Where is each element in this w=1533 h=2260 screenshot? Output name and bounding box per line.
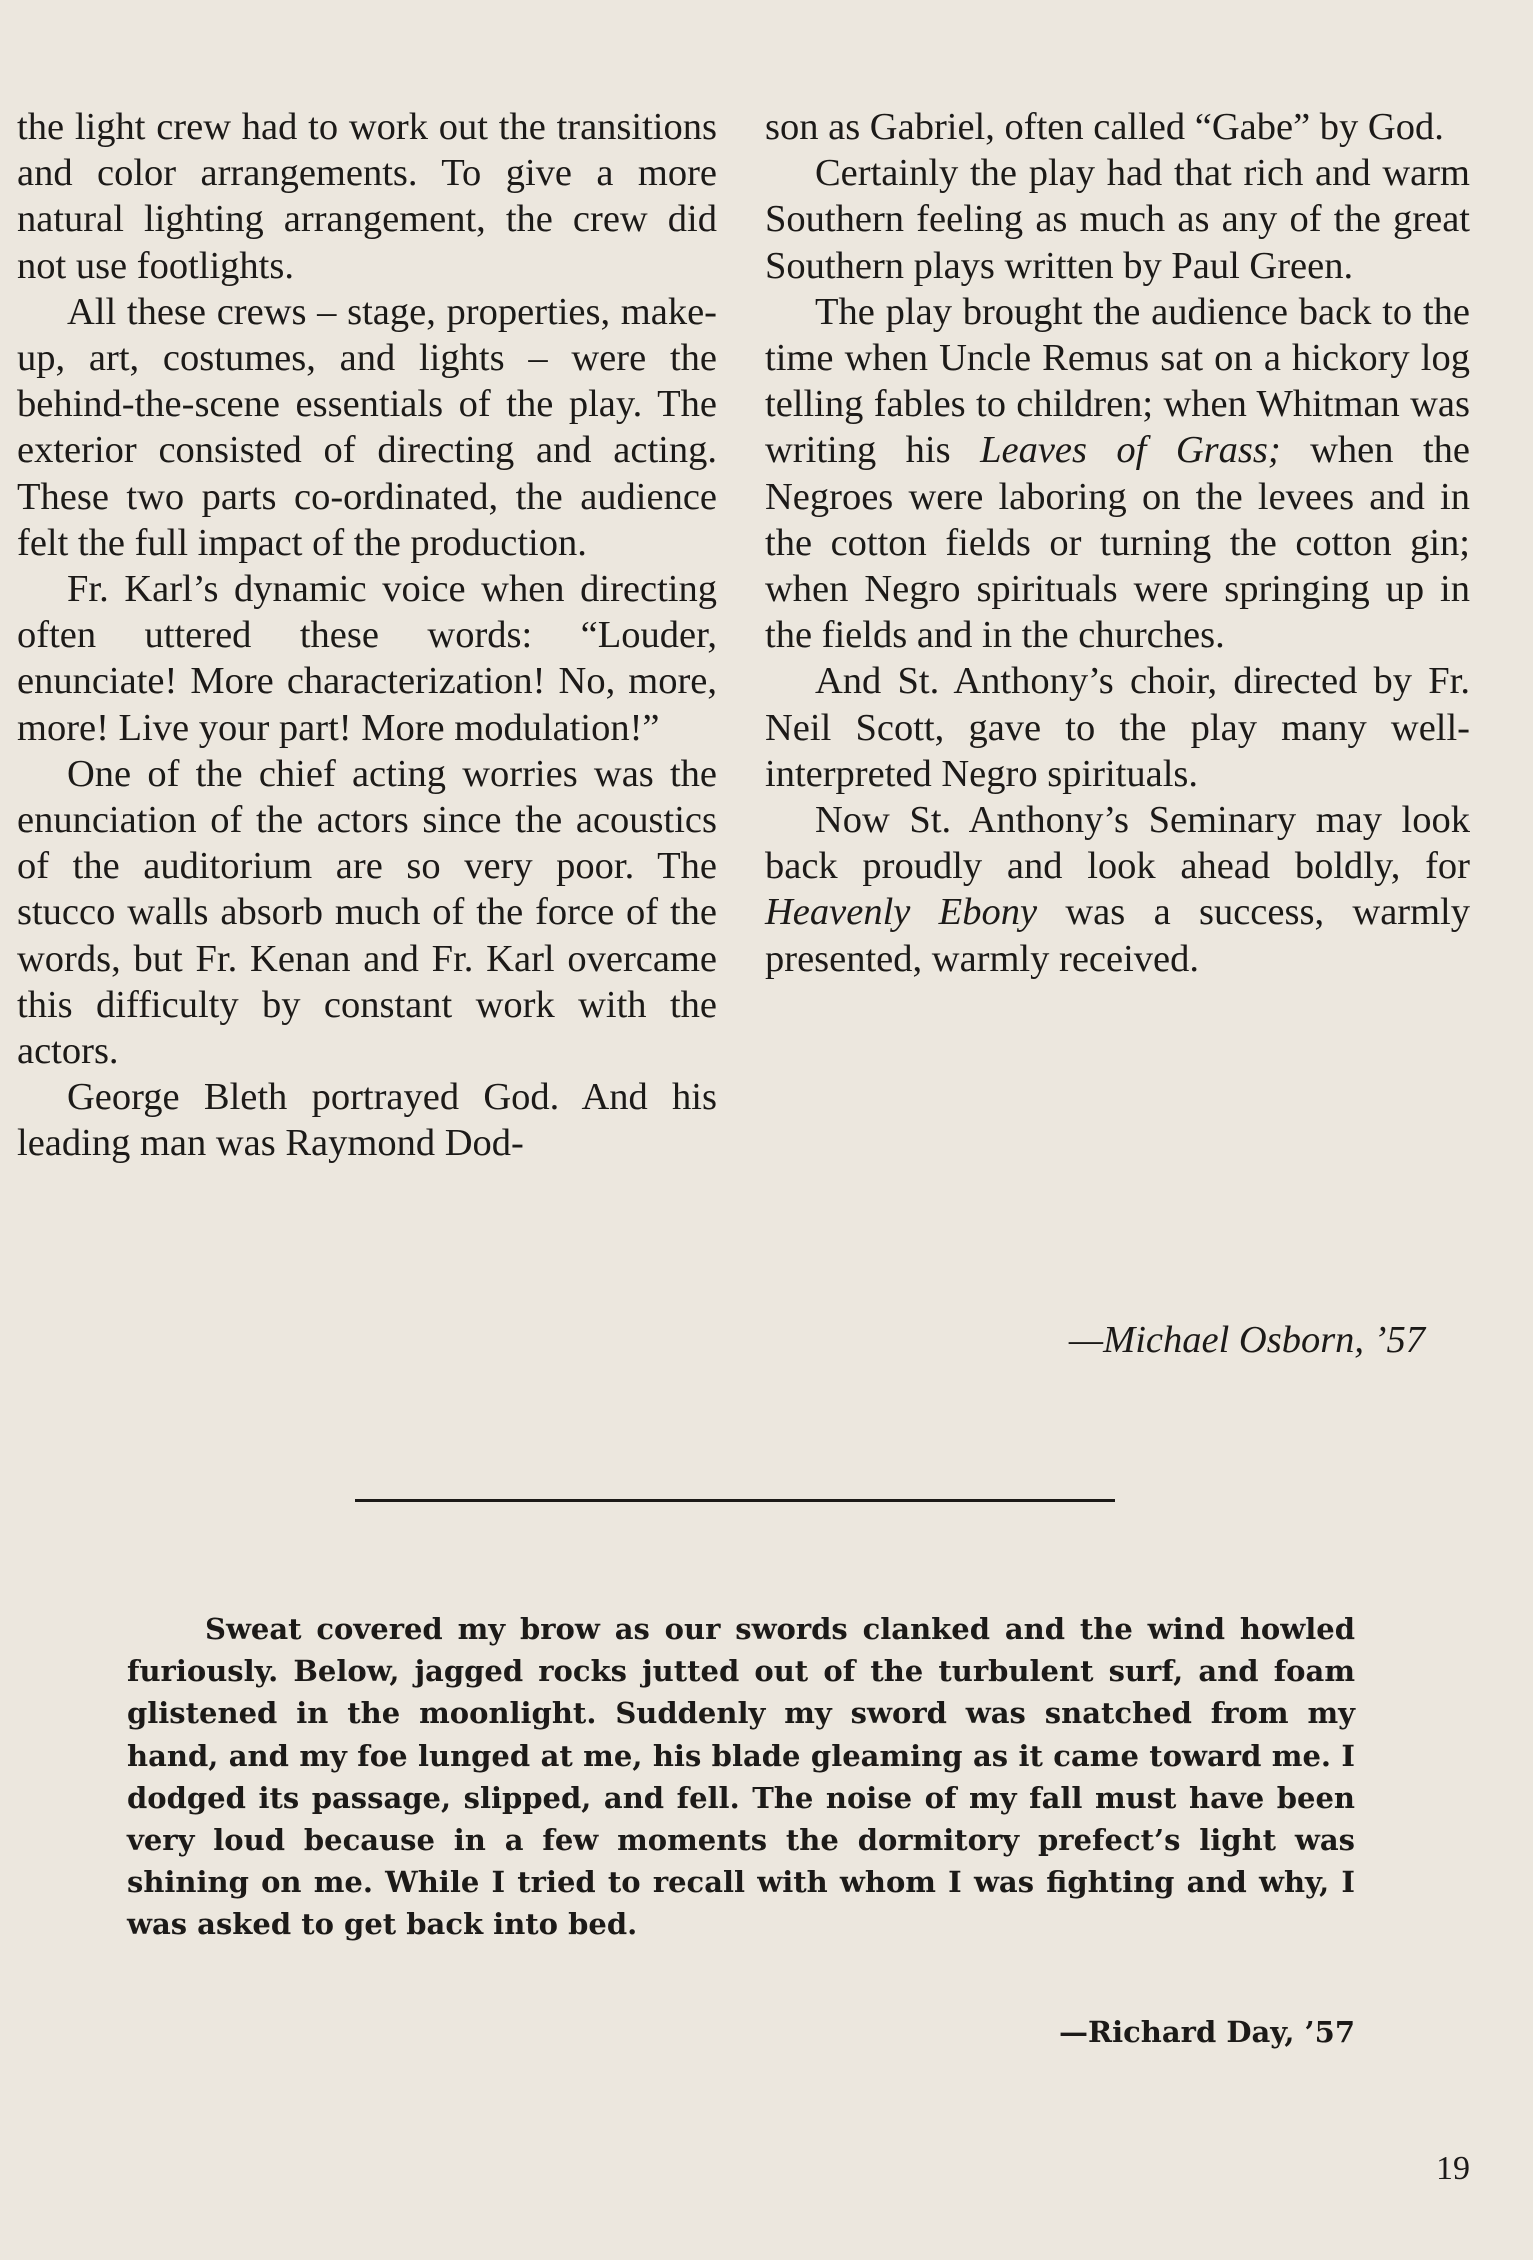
paragraph: All these crews – stage, properties, make-up, art, costumes, and lights – were the behind-the-scene essentials of the play. The exterior consisted of directing and acting. These two parts co-ordinated, the audience felt the full impact of the production. bbox=[17, 290, 717, 564]
paragraph: the light crew had to work out the transitions and color arrangements. To give a more natural lighting arrangement, the crew did not use footlights. bbox=[17, 106, 717, 287]
paragraph-text: Now St. Anthony’s Seminary may look back proudly and look ahead boldly, for bbox=[765, 799, 1470, 888]
paragraph: Fr. Karl’s dynamic voice when directing often uttered these words: “Louder, enunciate! More characterization! No, more, more! Live your part! More modulation!” bbox=[17, 568, 717, 749]
paragraph-text: when the Negroes were laboring on the levees and in the cotton fields or turning the cotton gin; when Negro spirituals were springing up in the fields and in the churches. bbox=[765, 429, 1470, 657]
short-story: Sweat covered my brow as our swords clanked and the wind howled furiously. Below, jagged rocks jutted out of the turbulent surf, and foam glistened in the moonlight. Suddenly my sword was snatched from my hand, and my foe lunged at me, his blade gleaming as it came toward me. I dodged its passage, slipped, and fell. The noise of my fall must have been very loud because in a few moments the dormitory prefect’s light was shining on me. While I tried to recall with whom I was fighting and why, I was asked to get back into bed. bbox=[127, 1612, 1355, 1942]
article-byline: —Michael Osborn, ’57 bbox=[1068, 1319, 1425, 1361]
paragraph: One of the chief acting worries was the enunciation of the actors since the acoustics of the auditorium are so very poor. The stucco walls absorb much of the force of the words, but Fr. Kenan and Fr. Karl overcame this difficulty by constant work with the actors. bbox=[17, 752, 717, 1073]
story-byline: —Richard Day, ’57 bbox=[1059, 2015, 1355, 2049]
right-column bbox=[765, 104, 1470, 982]
page-number: 19 bbox=[1436, 2150, 1470, 2187]
paragraph bbox=[765, 289, 1470, 659]
paragraph-text: The play brought the audience back to the time when Uncle Remus sat on a hickory log telling fables to children; when Whitman was writing his bbox=[765, 290, 1470, 472]
section-divider bbox=[355, 1499, 1115, 1502]
paragraph: And St. Anthony’s choir, directed by Fr. Neil Scott, gave to the play many well-interpreted Negro spirituals. bbox=[765, 660, 1470, 795]
paragraph bbox=[765, 797, 1470, 982]
paragraph: Certainly the play had that rich and warm Southern feeling as much as any of the great Southern plays written by Paul Green. bbox=[765, 152, 1470, 287]
play-title: Heavenly Ebony bbox=[765, 891, 1038, 934]
paragraph-text: was a success, warmly presented, warmly received. bbox=[765, 891, 1471, 980]
book-title: Leaves of Grass; bbox=[980, 429, 1281, 472]
paragraph: George Bleth portrayed God. And his leading man was Raymond Dod- bbox=[17, 1076, 717, 1165]
left-column bbox=[17, 104, 717, 1167]
paragraph: son as Gabriel, often called “Gabe” by God. bbox=[765, 106, 1444, 148]
